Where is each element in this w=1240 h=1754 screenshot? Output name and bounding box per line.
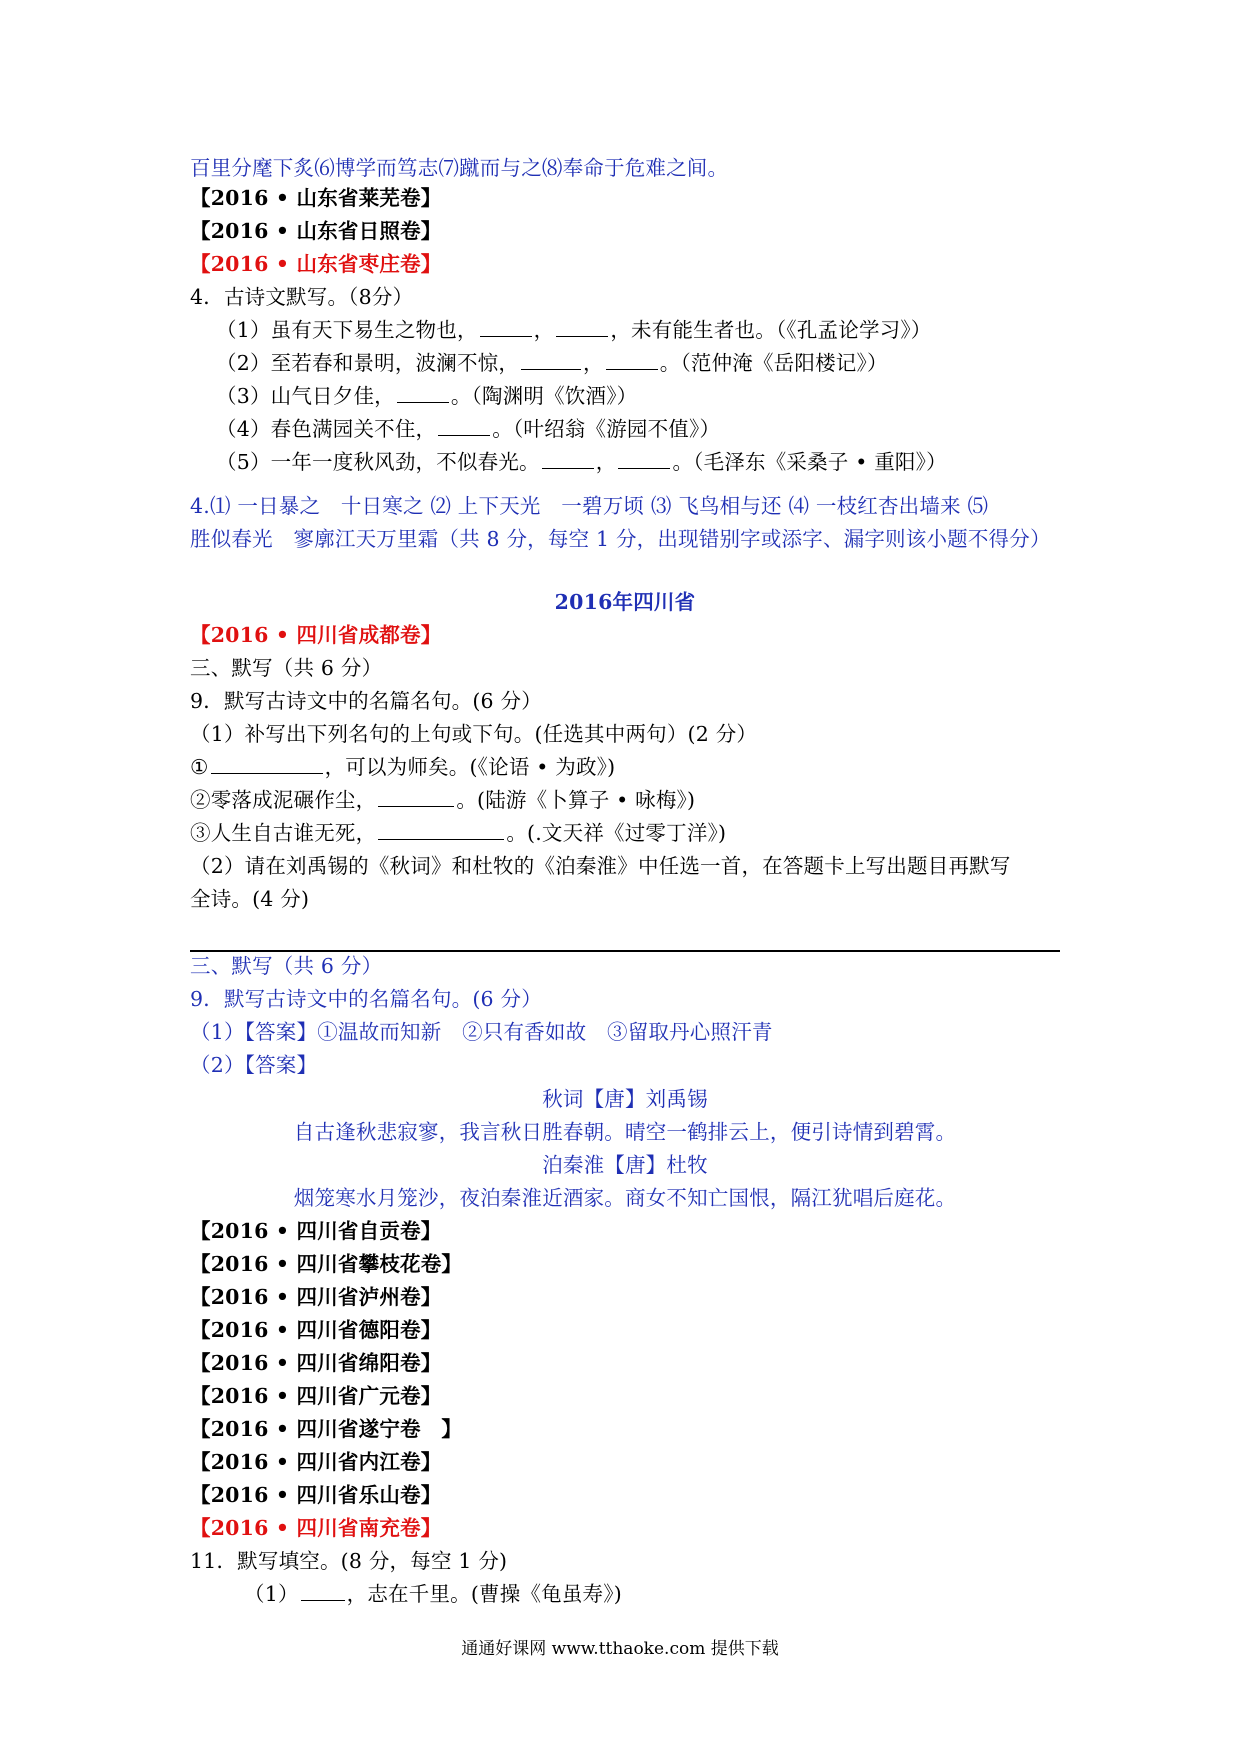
item-text: ②零落成泥碾作尘， — [190, 788, 377, 812]
item-text: 。(陆游《卜算子 • 咏梅》) — [456, 788, 696, 812]
section-heading: 【2016 • 山东省日照卷】 — [190, 219, 442, 243]
item-text: ， — [583, 351, 604, 375]
answer-blank — [397, 380, 449, 403]
section-heading: 【2016 • 四川省遂宁卷 】 — [190, 1417, 463, 1441]
section-heading: 【2016 • 四川省内江卷】 — [190, 1450, 442, 1474]
item-text: （2）至若春和景明，波澜不惊， — [216, 351, 520, 375]
answer-blank — [521, 347, 581, 370]
item-text: （3）山气日夕佳， — [216, 384, 395, 408]
item-text: 。(.文天祥《过零丁洋》) — [506, 821, 727, 845]
item-text: （5）一年一度秋风劲，不似春光。 — [216, 450, 540, 474]
poem-text: 烟笼寒水月笼沙，夜泊秦淮近酒家。商女不知亡国恨，隔江犹唱后庭花。 — [293, 1186, 957, 1210]
province-heading: 2016年四川省 — [554, 590, 696, 614]
question-item — [190, 751, 1060, 784]
question-title: 11．默写填空。(8 分，每空 1 分) — [190, 1549, 508, 1573]
question-item: （1）补写出下列名句的上句或下句。(任选其中两句）(2 分） — [190, 722, 758, 746]
section-heading: 【2016 • 四川省德阳卷】 — [190, 1318, 442, 1342]
item-text: 。（毛泽东《采桑子 • 重阳》） — [672, 450, 947, 474]
question-item — [216, 347, 1086, 380]
part-title: 三、默写（共 6 分） — [190, 656, 383, 680]
answer-blank — [378, 784, 454, 807]
answer-line: （2）【答案】 — [190, 1053, 318, 1077]
question-item — [244, 1578, 1114, 1611]
item-text: 。（叶绍翁《游园不值》） — [492, 417, 721, 441]
section-heading: 【2016 • 山东省莱芜卷】 — [190, 186, 442, 210]
section-heading: 【2016 • 四川省自贡卷】 — [190, 1219, 442, 1243]
section-heading: 【2016 • 四川省泸州卷】 — [190, 1285, 442, 1309]
section-heading: 【2016 • 四川省攀枝花卷】 — [190, 1252, 463, 1276]
item-text: ，志在千里。(曹操《龟虽寿》) — [346, 1582, 622, 1606]
answer-blank — [438, 413, 490, 436]
item-text: ，未有能生者也。（《孔孟论学习》） — [610, 318, 932, 342]
poem-title: 泊秦淮【唐】杜牧 — [542, 1153, 708, 1177]
question-item — [216, 413, 1086, 446]
section-heading-highlight: 【2016 • 山东省枣庄卷】 — [190, 252, 442, 276]
answer-line: 胜似春光 寥廓江天万里霜（共 8 分，每空 1 分，出现错别字或添字、漏字则该小题不得分） — [190, 527, 1051, 551]
item-text: ， — [533, 318, 555, 342]
question-item: （2）请在刘禹锡的《秋词》和杜牧的《泊秦淮》中任选一首，在答题卡上写出题目再默写 — [190, 854, 1011, 878]
item-text: 。（陶渊明《饮酒》） — [450, 384, 638, 408]
poem-text: 自古逢秋悲寂寥，我言秋日胜春朝。晴空一鹤排云上，便引诗情到碧霄。 — [293, 1120, 957, 1144]
section-heading-highlight: 【2016 • 四川省成都卷】 — [190, 623, 442, 647]
part-title: 三、默写（共 6 分） — [190, 954, 383, 978]
item-text: （1） — [244, 1582, 299, 1606]
item-text: ① — [190, 755, 209, 779]
answer-blank — [378, 817, 504, 840]
item-text: （1）虽有天下易生之物也， — [216, 318, 478, 342]
answer-line: 百里分麾下炙⑹博学而笃志⑺蹴而与之⑻奉命于危难之间。 — [190, 156, 729, 180]
item-text: 。（范仲淹《岳阳楼记》） — [659, 351, 888, 375]
question-item — [190, 817, 1060, 850]
item-text: ， — [595, 450, 617, 474]
section-heading-highlight: 【2016 • 四川省南充卷】 — [190, 1516, 442, 1540]
question-item — [216, 380, 1086, 413]
section-heading: 【2016 • 四川省广元卷】 — [190, 1384, 442, 1408]
answer-line: 4.⑴ 一日暴之 十日寒之 ⑵ 上下天光 一碧万顷 ⑶ 飞鸟相与还 ⑷ 一枝红杏出墙来 ⑸ — [190, 494, 989, 518]
answer-line: （1）【答案】①温故而知新 ②只有香如故 ③留取丹心照汗青 — [190, 1020, 773, 1044]
answer-blank — [480, 314, 532, 337]
item-text: ③人生自古谁无死， — [190, 821, 377, 845]
answer-blank — [618, 446, 670, 469]
section-heading: 【2016 • 四川省乐山卷】 — [190, 1483, 442, 1507]
answer-blank — [542, 446, 594, 469]
question-item — [190, 784, 1060, 817]
answer-blank — [606, 347, 658, 370]
answer-blank — [301, 1578, 345, 1601]
answer-blank — [556, 314, 608, 337]
poem-title: 秋词【唐】刘禹锡 — [542, 1087, 708, 1111]
question-item: 全诗。(4 分) — [190, 887, 310, 911]
answer-blank — [211, 751, 323, 774]
item-text: （4）春色满园关不住， — [216, 417, 437, 441]
item-text: ，可以为师矣。(《论语 • 为政》) — [324, 755, 616, 779]
question-item — [216, 446, 1086, 479]
question-title: 9．默写古诗文中的名篇名句。(6 分） — [190, 689, 542, 713]
page-footer: 通通好课网 www.tthaoke.com 提供下载 — [461, 1639, 779, 1659]
section-heading: 【2016 • 四川省绵阳卷】 — [190, 1351, 442, 1375]
question-title: 9．默写古诗文中的名篇名句。(6 分） — [190, 987, 542, 1011]
question-item — [216, 314, 1086, 347]
question-title: 4．古诗文默写。（8分） — [190, 285, 414, 309]
